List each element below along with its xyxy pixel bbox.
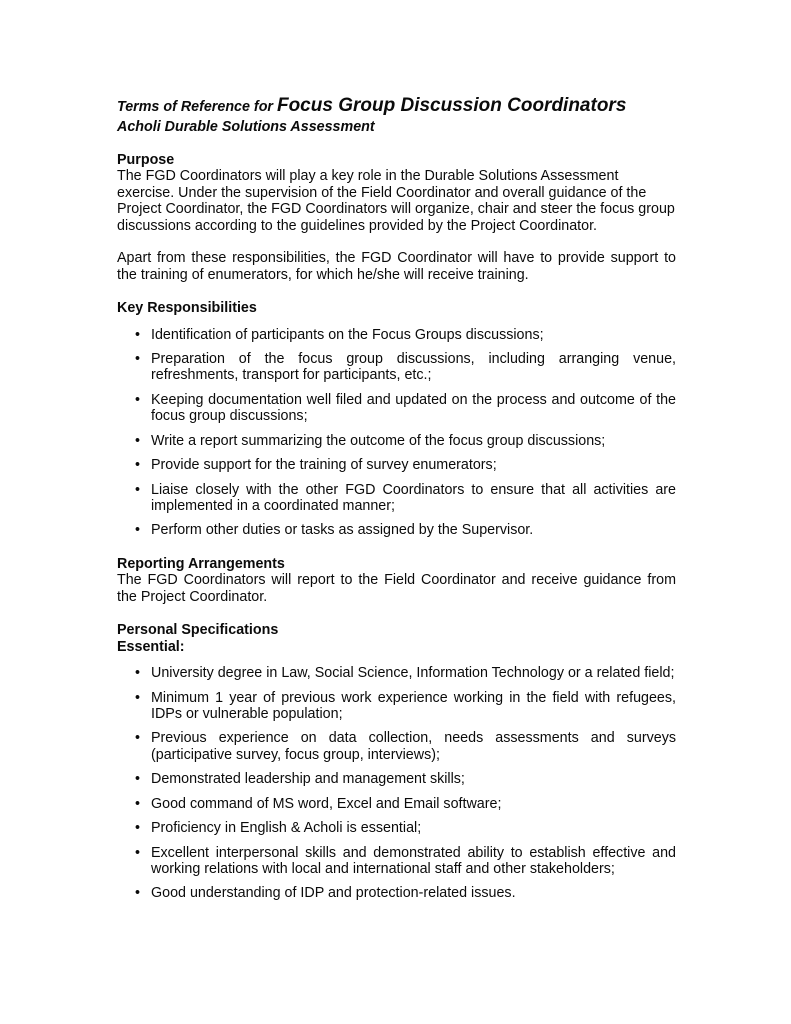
bullet-icon: • bbox=[135, 432, 141, 449]
section-heading: Reporting Arrangements bbox=[117, 555, 285, 572]
list-item bbox=[117, 392, 676, 425]
section-reporting-arrangements bbox=[117, 556, 676, 605]
list-item-text: Excellent interpersonal skills and demonstrated ability to establish effective and working relations with local and international staff and other stakeholders; bbox=[151, 844, 676, 877]
list-item-text: Minimum 1 year of previous work experience working in the field with refugees, IDPs or vulnerable population; bbox=[151, 689, 676, 722]
doc-title bbox=[117, 94, 676, 119]
list-item bbox=[117, 327, 676, 343]
list-item bbox=[117, 457, 676, 473]
bullet-icon: • bbox=[135, 481, 141, 498]
list-item bbox=[117, 796, 676, 812]
list-item-text: Liaise closely with the other FGD Coordinators to ensure that all activities are implemented in a coordinated manner; bbox=[151, 481, 676, 514]
list-item bbox=[117, 351, 676, 384]
paragraph: The FGD Coordinators will report to the Field Coordinator and receive guidance from the Project Coordinator. bbox=[117, 572, 676, 605]
doc-title-prefix: Terms of Reference for bbox=[117, 99, 277, 115]
list-item-text: Good understanding of IDP and protection-related issues. bbox=[151, 885, 516, 902]
list-item bbox=[117, 885, 676, 901]
list-item-text: Previous experience on data collection, needs assessments and surveys (participative survey, focus group, interviews); bbox=[151, 730, 676, 763]
list-item-text: Identification of participants on the Focus Groups discussions; bbox=[151, 326, 544, 343]
list-item bbox=[117, 771, 676, 787]
bullet-list bbox=[117, 665, 676, 902]
section-heading: Key Responsibilities bbox=[117, 300, 257, 317]
bullet-icon: • bbox=[135, 795, 141, 812]
list-item-text: Good command of MS word, Excel and Email software; bbox=[151, 795, 502, 812]
paragraph: Apart from these responsibilities, the FGD Coordinator will have to provide support to the training of enumerators, for which he/she will receive training. bbox=[117, 250, 676, 283]
list-item bbox=[117, 820, 676, 836]
bullet-icon: • bbox=[135, 326, 141, 343]
bullet-icon: • bbox=[135, 350, 141, 367]
list-item bbox=[117, 665, 676, 681]
list-item-text: Demonstrated leadership and management skills; bbox=[151, 771, 465, 788]
bullet-icon: • bbox=[135, 689, 141, 706]
section-heading: Purpose bbox=[117, 152, 175, 168]
bullet-icon: • bbox=[135, 665, 141, 682]
list-item-text: Provide support for the training of survey enumerators; bbox=[151, 457, 497, 474]
bullet-icon: • bbox=[135, 457, 141, 474]
section-personal-specifications bbox=[117, 622, 676, 902]
section-purpose bbox=[117, 152, 676, 283]
list-item bbox=[117, 522, 676, 538]
bullet-icon: • bbox=[135, 771, 141, 788]
bullet-list bbox=[117, 327, 676, 539]
section-key-responsibilities bbox=[117, 300, 676, 539]
list-item-text: Perform other duties or tasks as assigned by the Supervisor. bbox=[151, 522, 534, 539]
bullet-icon: • bbox=[135, 730, 141, 747]
bullet-icon: • bbox=[135, 391, 141, 408]
doc-subtitle: Acholi Durable Solutions Assessment bbox=[117, 119, 375, 135]
list-item bbox=[117, 482, 676, 515]
list-item-text: Proficiency in English & Acholi is essential; bbox=[151, 820, 422, 837]
list-item bbox=[117, 845, 676, 878]
bullet-icon: • bbox=[135, 885, 141, 902]
list-item bbox=[117, 690, 676, 723]
list-item bbox=[117, 433, 676, 449]
list-item-text: Preparation of the focus group discussions, including arranging venue, refreshments, transport for participants, etc.; bbox=[151, 350, 676, 384]
section-subheading: Essential: bbox=[117, 638, 185, 655]
bullet-icon: • bbox=[135, 844, 141, 861]
bullet-icon: • bbox=[135, 522, 141, 539]
list-item-text: University degree in Law, Social Science, Information Technology or a related field; bbox=[151, 665, 675, 682]
list-item-text: Keeping documentation well filed and updated on the process and outcome of the focus group discussions; bbox=[151, 391, 676, 425]
list-item-text: Write a report summarizing the outcome of the focus group discussions; bbox=[151, 432, 606, 449]
list-item bbox=[117, 730, 676, 763]
section-heading: Personal Specifications bbox=[117, 622, 279, 639]
doc-title-main: Focus Group Discussion Coordinators bbox=[276, 95, 627, 116]
paragraph: The FGD Coordinators will play a key role in the Durable Solutions Assessment exercise. Under the supervision of the Field Coordinator and overall guidance of the Project Coordinator, the FGD Coordinators will organize, chair and steer the focus group discussions according to the guidelines provided by the Project Coordinator. bbox=[117, 168, 675, 234]
bullet-icon: • bbox=[135, 820, 141, 837]
